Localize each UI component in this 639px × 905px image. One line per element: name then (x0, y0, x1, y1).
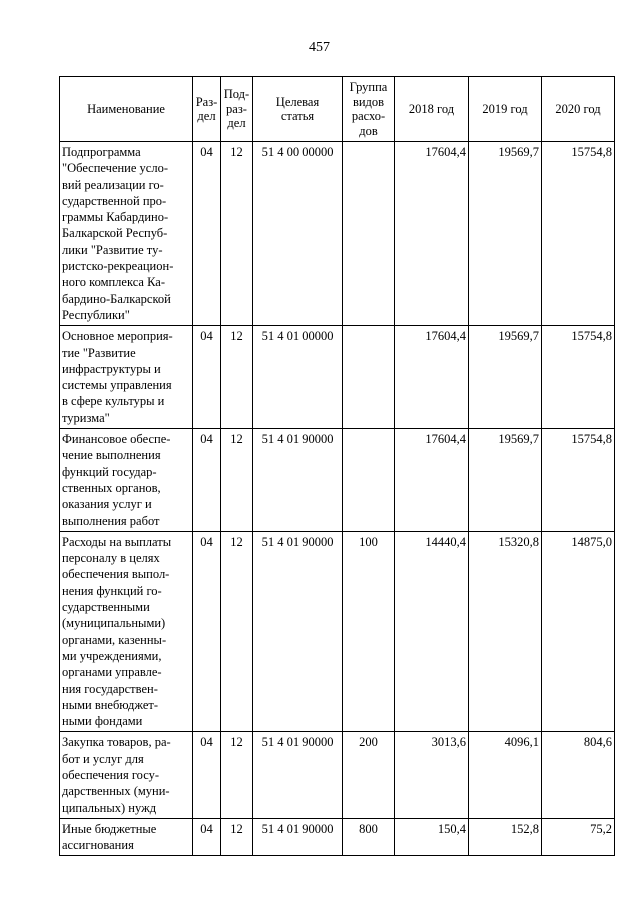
header-expense-group: Группа видов расхо- дов (343, 77, 395, 142)
row-subsection: 12 (221, 732, 253, 818)
page-number: 457 (309, 40, 330, 55)
row-2019: 4096,1 (469, 732, 542, 818)
row-target: 51 4 01 90000 (253, 531, 343, 732)
row-target: 51 4 01 00000 (253, 326, 343, 429)
row-group: 800 (343, 818, 395, 856)
row-name: Расходы на выплаты персоналу в целях обеспечения выпол- нения функций го- сударственными (муниципальными) органами, казенны- ми учреждениями, органами управле- ния государствен- ными внебюджет- ными фондами (60, 531, 193, 732)
table-row (60, 531, 615, 732)
header-2019: 2019 год (469, 77, 542, 142)
row-section: 04 (193, 732, 221, 818)
header-section: Раз- дел (193, 77, 221, 142)
row-target: 51 4 01 90000 (253, 732, 343, 818)
row-section: 04 (193, 326, 221, 429)
row-2019: 19569,7 (469, 142, 542, 326)
row-2018: 17604,4 (395, 429, 469, 532)
row-section: 04 (193, 531, 221, 732)
row-2020: 15754,8 (542, 142, 615, 326)
row-name: Иные бюджетные ассигнования (60, 818, 193, 856)
row-subsection: 12 (221, 142, 253, 326)
row-subsection: 12 (221, 531, 253, 732)
row-2018: 17604,4 (395, 326, 469, 429)
row-2019: 152,8 (469, 818, 542, 856)
header-2020: 2020 год (542, 77, 615, 142)
budget-table (59, 76, 615, 856)
header-subsection: Под- раз- дел (221, 77, 253, 142)
table-row (60, 142, 615, 326)
row-target: 51 4 01 90000 (253, 429, 343, 532)
row-2020: 14875,0 (542, 531, 615, 732)
row-target: 51 4 00 00000 (253, 142, 343, 326)
row-group: 100 (343, 531, 395, 732)
row-subsection: 12 (221, 326, 253, 429)
table-header-row (60, 77, 615, 142)
row-2018: 3013,6 (395, 732, 469, 818)
table-row (60, 429, 615, 532)
row-2020: 804,6 (542, 732, 615, 818)
row-section: 04 (193, 818, 221, 856)
row-2018: 150,4 (395, 818, 469, 856)
row-2019: 15320,8 (469, 531, 542, 732)
row-2018: 17604,4 (395, 142, 469, 326)
row-group (343, 326, 395, 429)
row-group: 200 (343, 732, 395, 818)
table-row (60, 732, 615, 818)
row-section: 04 (193, 142, 221, 326)
row-group (343, 429, 395, 532)
row-2020: 75,2 (542, 818, 615, 856)
table-row (60, 818, 615, 856)
row-2020: 15754,8 (542, 429, 615, 532)
header-2018: 2018 год (395, 77, 469, 142)
row-name: Основное мероприя- тие "Развитие инфраструктуры и системы управления в сфере культуры и туризма" (60, 326, 193, 429)
table-row (60, 326, 615, 429)
row-subsection: 12 (221, 429, 253, 532)
row-2019: 19569,7 (469, 429, 542, 532)
row-group (343, 142, 395, 326)
row-subsection: 12 (221, 818, 253, 856)
row-2018: 14440,4 (395, 531, 469, 732)
row-2020: 15754,8 (542, 326, 615, 429)
row-name: Подпрограмма "Обеспечение усло- вий реализации го- сударственной про- граммы Кабардино- Балкарской Респуб- лики "Развитие ту- ристско-рекреацион- ного комплекса Ка- бардино-Балкарской Республики" (60, 142, 193, 326)
header-name: Наименование (60, 77, 193, 142)
row-name: Закупка товаров, ра- бот и услуг для обеспечения госу- дарственных (муни- ципальных) нужд (60, 732, 193, 818)
row-section: 04 (193, 429, 221, 532)
row-name: Финансовое обеспе- чение выполнения функций государ- ственных органов, оказания услуг и выполнения работ (60, 429, 193, 532)
row-target: 51 4 01 90000 (253, 818, 343, 856)
row-2019: 19569,7 (469, 326, 542, 429)
header-target: Целевая статья (253, 77, 343, 142)
